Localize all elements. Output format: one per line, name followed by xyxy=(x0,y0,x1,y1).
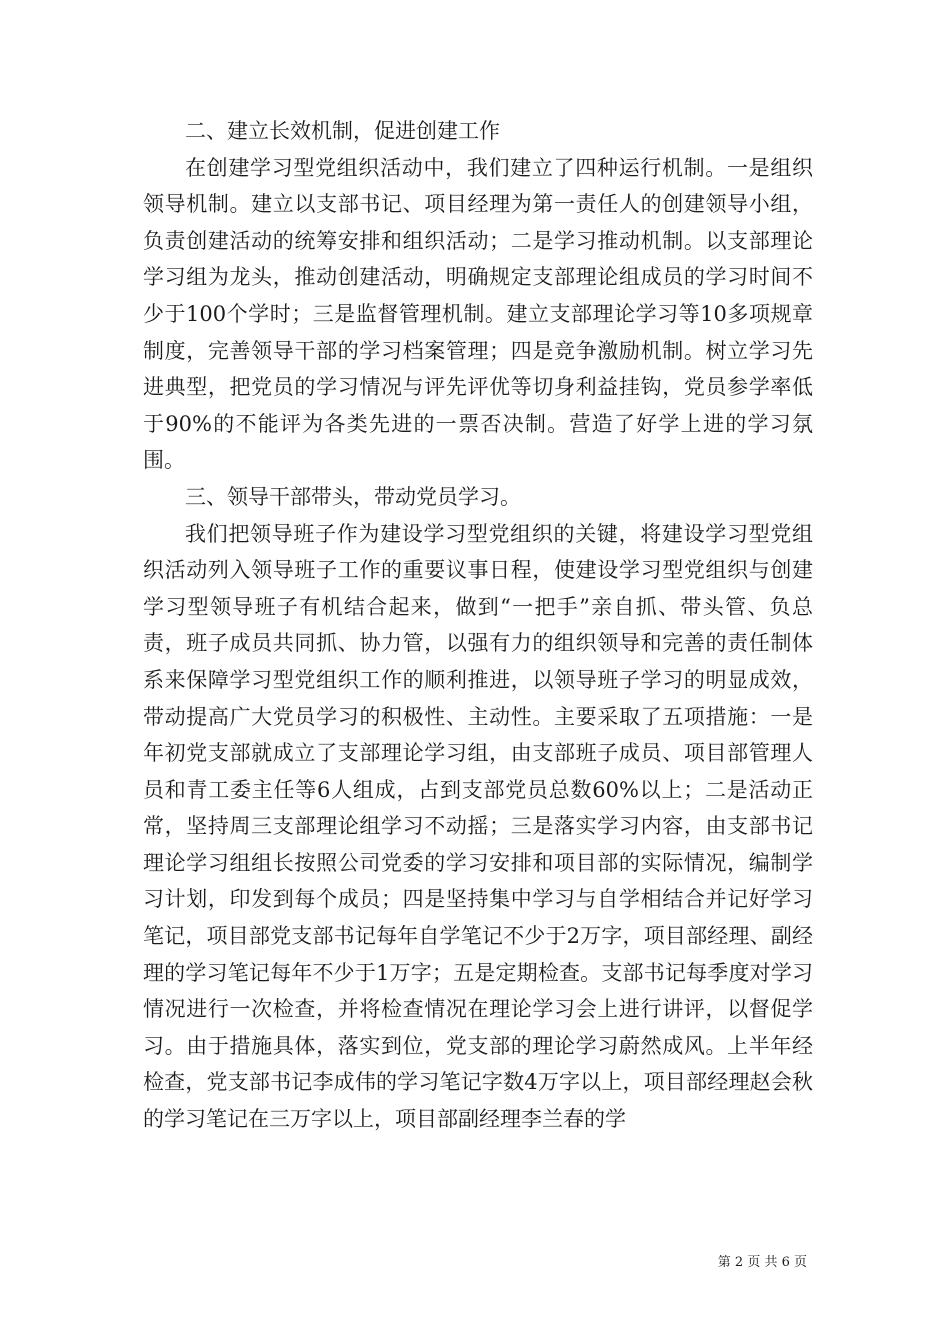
section-heading-mechanism: 二、建立长效机制，促进创建工作 xyxy=(185,119,500,143)
paragraph-leadership: 我们把领导班子作为建设学习型党组织的关键，将建设学习型党组织活动列入领导班子工作的重要议事日程，使建设学习型党组织与创建学习型领导班子有机结合起来，做到“一把手”亲自抓、带头管、负总责，班子成员共同抓、协力管，以强有力的组织领导和完善的责任制体系来保障学习型党组织工作的顺利推进，以领导班子学习的明显成效，带动提高广大党员学习的积极性、主动性。主要采取了五项措施：一是年初党支部就成立了支部理论学习组，由支部班子成员、项目部管理人员和青工委主任等6人组成，占到支部党员总数60%以上；二是活动正常，坚持周三支部理论组学习不动摇；三是落实学习内容，由支部书记理论学习组组长按照公司党委的学习安排和项目部的实际情况，编制学习计划，印发到每个成员；四是坚持集中学习与自学相结合并记好学习笔记，项目部党支部书记每年自学笔记不少于2万字，项目部经理、副经理的学习笔记每年不少于1万字；五是定期检查。支部书记每季度对学习情况进行一次检查，并将检查情况在理论学习会上进行讲评，以督促学习。由于措施具体，落实到位，党支部的理论学习蔚然成风。上半年经检查，党支部书记李成伟的学习笔记字数4万字以上，项目部经理赵会秋的学习笔记在三万字以上，项目部副经理李兰春的学 xyxy=(143,521,813,1132)
page-number: 第 2 页 共 6 页 xyxy=(717,1255,807,1270)
section-heading-leadership: 三、领导干部带头，带动党员学习。 xyxy=(185,484,521,509)
document-body xyxy=(143,113,813,1138)
paragraph-mechanism: 在创建学习型党组织活动中，我们建立了四种运行机制。一是组织领导机制。建立以支部书记、项目经理为第一责任人的创建领导小组，负责创建活动的统筹安排和组织活动；二是学习推动机制。以支部理论学习组为龙头，推动创建活动，明确规定支部理论组成员的学习时间不少于100个学时；三是监督管理机制。建立支部理论学习等10多项规章制度，完善领导干部的学习档案管理；四是竞争激励机制。树立学习先进典型，把党员的学习情况与评先评优等切身利益挂钩，党员参学率低于90%的不能评为各类先进的一票否决制。营造了好学上进的学习氛围。 xyxy=(143,155,813,473)
